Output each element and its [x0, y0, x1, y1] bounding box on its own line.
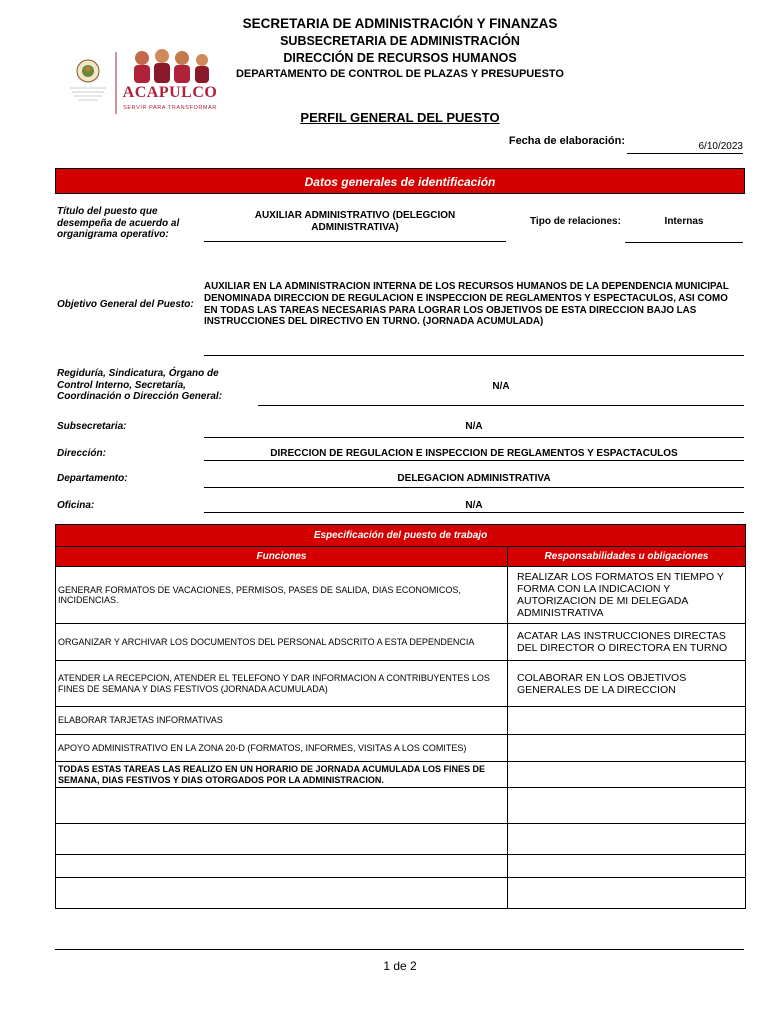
- acapulco-logo: [62, 44, 222, 120]
- tipo-relaciones-value: Internas: [625, 216, 743, 243]
- table-row: [56, 762, 746, 788]
- responsabilidad-cell: [508, 855, 746, 878]
- header-departamento: DEPARTAMENTO DE CONTROL DE PLAZAS Y PRESUPUESTO: [235, 68, 564, 80]
- table-row: [56, 707, 746, 735]
- responsabilidad-cell: REALIZAR LOS FORMATOS EN TIEMPO Y FORMA CON LA INDICACION Y AUTORIZACION DE MI DELEGADA ADMINISTRATIVA: [508, 567, 746, 624]
- responsabilidad-cell: ACATAR LAS INSTRUCCIONES DIRECTAS DEL DIRECTOR O DIRECTORA EN TURNO: [508, 624, 746, 661]
- table-row: [56, 788, 746, 824]
- table-row: [56, 824, 746, 855]
- subsecretaria-value: N/A: [204, 421, 744, 438]
- responsabilidad-cell: [508, 735, 746, 762]
- funcion-cell: GENERAR FORMATOS DE VACACIONES, PERMISOS, PASES DE SALIDA, DIAS ECONOMICOS, INCIDENCIAS.: [56, 567, 508, 624]
- regiduria-value: N/A: [258, 381, 744, 406]
- tipo-relaciones-label: Tipo de relaciones:: [530, 216, 621, 227]
- table-row: [56, 624, 746, 661]
- table-row: [56, 661, 746, 707]
- table-row: [56, 855, 746, 878]
- table-row: [56, 735, 746, 762]
- responsabilidad-cell: [508, 762, 746, 788]
- especificacion-title: Especificación del puesto de trabajo: [56, 525, 746, 547]
- funcion-cell: TODAS ESTAS TAREAS LAS REALIZO EN UN HORARIO DE JORNADA ACUMULADA LOS FINES DE SEMANA, DIAS FESTIVOS Y DIAS OTORGADOS POR LA ADMINISTRACION.: [56, 762, 508, 788]
- funcion-cell: [56, 855, 508, 878]
- col-funciones: Funciones: [56, 547, 508, 567]
- section-datos-generales: Datos generales de identificación: [55, 168, 745, 194]
- funcion-cell: ORGANIZAR Y ARCHIVAR LOS DOCUMENTOS DEL PERSONAL ADSCRITO A ESTA DEPENDENCIA: [56, 624, 508, 661]
- page-number: 1 de 2: [383, 959, 417, 973]
- header-subsecretaria: SUBSECRETARIA DE ADMINISTRACIÓN: [280, 34, 520, 48]
- oficina-value: N/A: [204, 500, 744, 513]
- especificacion-table: [55, 524, 746, 909]
- table-row: [56, 567, 746, 624]
- fecha-value: 6/10/2023: [627, 141, 743, 154]
- page-title: PERFIL GENERAL DEL PUESTO: [300, 110, 500, 125]
- departamento-value: DELEGACION ADMINISTRATIVA: [204, 473, 744, 488]
- objetivo-value: AUXILIAR EN LA ADMINISTRACION INTERNA DE LOS RECURSOS HUMANOS DE LA DEPENDENCIA MUNICIPAL DENOMINADA DIRECCION DE REGULACION E INSPECCION DE REGLAMENTOS Y ESPECTACULOS, ASI COMO EN TODAS LAS TAREAS NECESARIAS PARA LOGRAR LOS OBJETIVOS DE ESTA DIRECCION BAJO LAS INSTRUCCIONES DEL DIRECTIVO EN TURNO. (JORNADA ACUMULADA): [204, 281, 744, 356]
- oficina-label: Oficina:: [57, 500, 95, 511]
- header-direccion: DIRECCIÓN DE RECURSOS HUMANOS: [283, 51, 517, 65]
- titulo-label: Título del puesto que desempeña de acuerdo al organigrama operativo:: [57, 206, 180, 240]
- responsabilidad-cell: [508, 788, 746, 824]
- logo-slogan: SERVIR PARA TRANSFORMAR: [123, 105, 217, 111]
- funcion-cell: APOYO ADMINISTRATIVO EN LA ZONA 20-D (FORMATOS, INFORMES, VISITAS A LOS COMITES): [56, 735, 508, 762]
- funcion-cell: [56, 788, 508, 824]
- footer-divider: [55, 949, 744, 950]
- subsecretaria-label: Subsecretaria:: [57, 421, 127, 432]
- responsabilidad-cell: [508, 707, 746, 735]
- regiduria-label: Regiduría, Sindicatura, Órgano de Control Interno, Secretaría, Coordinación o Dirección General:: [57, 368, 223, 402]
- funcion-cell: ATENDER LA RECEPCION, ATENDER EL TELEFONO Y DAR INFORMACION A CONTRIBUYENTES LOS FINES DE SEMANA Y DIAS FESTIVOS (JORNADA ACUMULADA): [56, 661, 508, 707]
- departamento-label: Departamento:: [57, 473, 128, 484]
- direccion-label: Dirección:: [57, 448, 106, 459]
- responsabilidad-cell: [508, 878, 746, 909]
- direccion-value: DIRECCION DE REGULACION E INSPECCION DE REGLAMENTOS Y ESPACTACULOS: [204, 448, 744, 461]
- responsabilidad-cell: [508, 824, 746, 855]
- header-secretaria: SECRETARIA DE ADMINISTRACIÓN Y FINANZAS: [242, 16, 558, 31]
- funcion-cell: [56, 878, 508, 909]
- funcion-cell: ELABORAR TARJETAS INFORMATIVAS: [56, 707, 508, 735]
- funcion-cell: [56, 824, 508, 855]
- objetivo-label: Objetivo General del Puesto:: [57, 299, 194, 310]
- responsabilidad-cell: COLABORAR EN LOS OBJETIVOS GENERALES DE LA DIRECCION: [508, 661, 746, 707]
- logo-name: ACAPULCO: [122, 84, 218, 101]
- titulo-value: AUXILIAR ADMINISTRATIVO (DELEGCION ADMINISTRATIVA): [204, 210, 506, 242]
- fecha-label: Fecha de elaboración:: [508, 135, 625, 147]
- table-row: [56, 878, 746, 909]
- col-responsabilidades: Responsabilidades u obligaciones: [508, 547, 746, 567]
